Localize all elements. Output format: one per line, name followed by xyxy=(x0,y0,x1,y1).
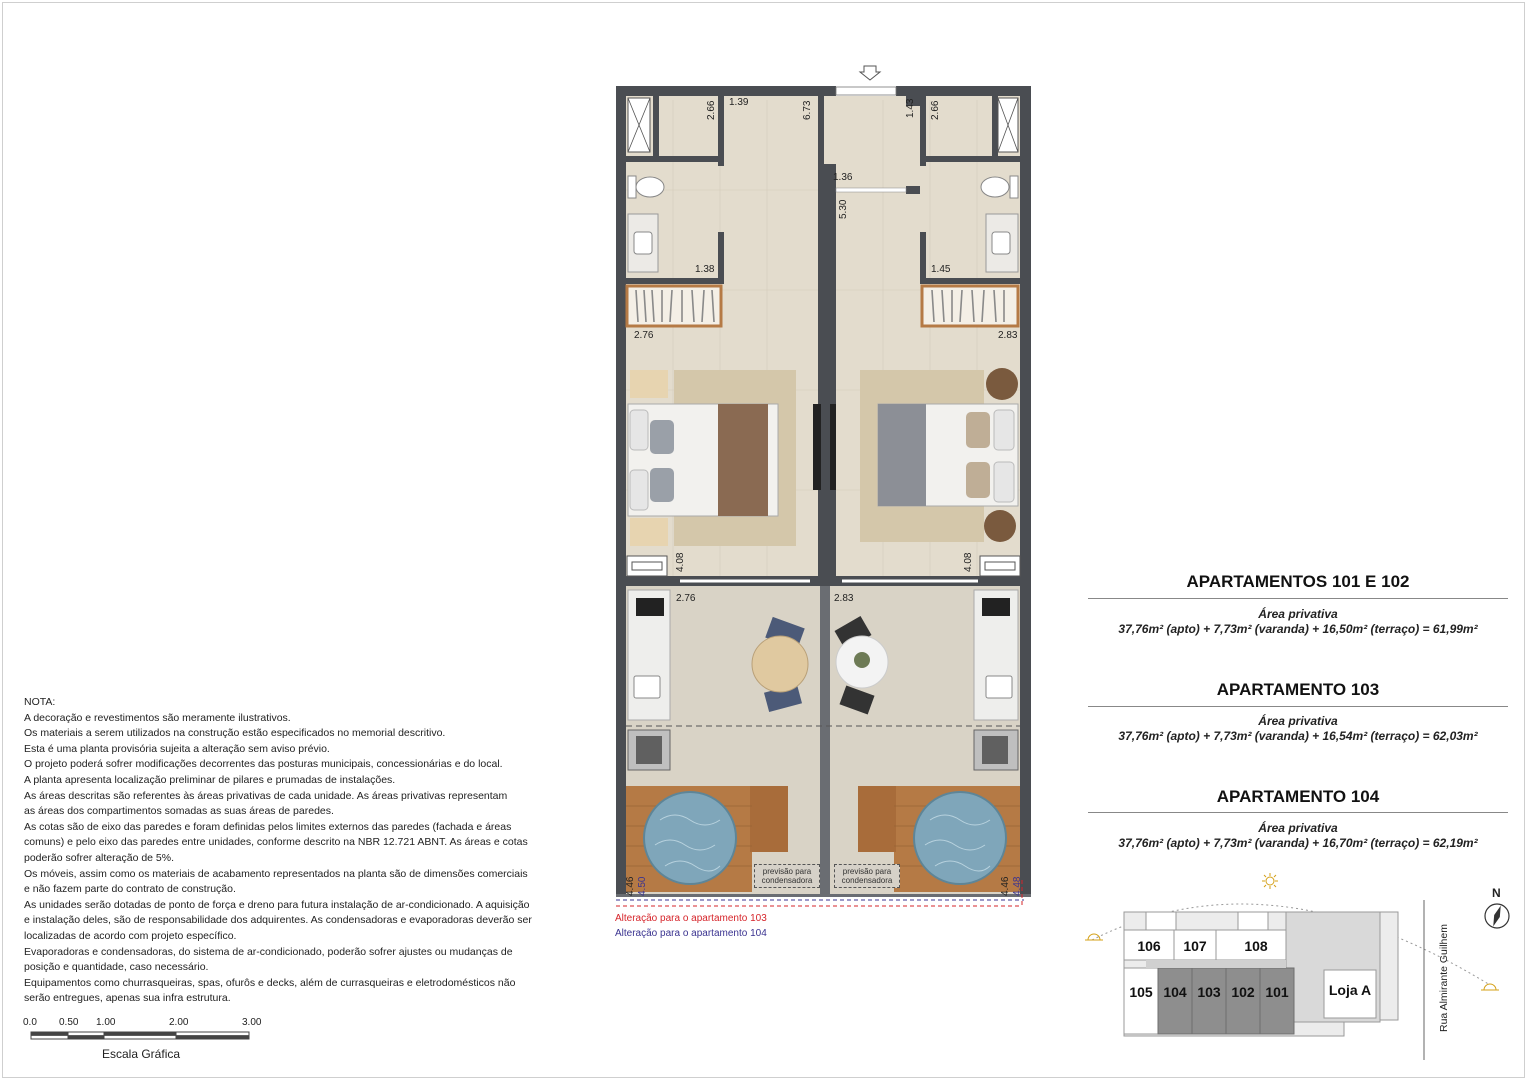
sunrise-icon xyxy=(1085,934,1103,940)
apt-area-formula: 37,76m² (apto) + 7,73m² (varanda) + 16,54m² (terraço) = 62,03m² xyxy=(1118,729,1478,743)
apt-subtitle: Área privativa xyxy=(1258,821,1338,835)
divider xyxy=(1088,598,1508,599)
left-bed xyxy=(628,404,778,516)
apt-title: APARTAMENTO 103 xyxy=(1216,680,1380,699)
note-line: serão entregues, apenas sua infra estrutura. xyxy=(24,992,231,1005)
scale-tick: 3.00 xyxy=(242,1017,262,1028)
sunset-icon xyxy=(1481,984,1499,990)
scale-title: Escala Gráfica xyxy=(102,1047,181,1061)
right-shelf xyxy=(922,286,1018,326)
note-line: poderão sofrer alteração de 5%. xyxy=(24,851,175,864)
unit-104-label: 104 xyxy=(1163,984,1187,1000)
unit-101-block xyxy=(1260,968,1294,1034)
dim-right-bath-w-bottom: 1.45 xyxy=(931,264,951,275)
dim-left-room-w: 2.76 xyxy=(634,330,654,341)
right-bed xyxy=(878,404,1018,506)
right-toilet xyxy=(981,176,1018,198)
note-line: NOTA: xyxy=(24,696,56,708)
note-line: as áreas dos compartimentos somadas as suas áreas de paredes. xyxy=(24,805,334,818)
tv-panel xyxy=(813,404,821,490)
dim-left-room-d: 4.08 xyxy=(675,552,686,572)
note-line: Equipamentos como churrasqueiras, spas, ofurôs e decks, além de currasqueiras e eletrodomésticos não xyxy=(24,976,516,989)
note-line: As cotas são de eixo das paredes e foram definidas pelos limites externos das paredes (fachada e áreas xyxy=(24,820,512,833)
apt-title: APARTAMENTOS 101 E 102 xyxy=(1186,572,1410,591)
legend-apt-104: Alteração para o apartamento 104 xyxy=(615,928,767,939)
note-line: Os materiais a serem utilizados na construção estão especificados no memorial descritivo. xyxy=(24,727,446,740)
dim-right-balcony-w: 2.83 xyxy=(834,593,854,604)
apt-area-formula: 37,76m² (apto) + 7,73m² (varanda) + 16,50m² (terraço) = 61,99m² xyxy=(1118,622,1478,636)
dim-left-terrace-b: 4.50 xyxy=(637,876,648,896)
dim-right-terrace-a: 4.46 xyxy=(1000,876,1011,896)
dim-right-room-w: 2.83 xyxy=(998,330,1018,341)
scale-tick: 0.0 xyxy=(23,1017,37,1028)
unit-107-label: 107 xyxy=(1183,938,1207,954)
unit-103-block xyxy=(1192,968,1226,1034)
unit-106-label: 106 xyxy=(1137,938,1161,954)
dim-right-room-d: 4.08 xyxy=(963,552,974,572)
north-label: N xyxy=(1492,886,1501,900)
key-plan xyxy=(1080,868,1520,1068)
apt-subtitle: Área privativa xyxy=(1258,607,1338,621)
apt-title: APARTAMENTO 104 xyxy=(1216,787,1380,806)
note-line: Os móveis, assim como os materiais de acabamento representados na planta são de dimensões comerciais xyxy=(24,867,528,880)
note-line: As áreas descritas são referentes às áreas privativas de cada unidade. As áreas privativas representam xyxy=(24,789,508,802)
dim-corridor-len: 5.30 xyxy=(838,199,849,219)
dim-left-bath-w-top: 2.66 xyxy=(706,100,717,120)
note-line: Evaporadoras e condensadoras, do sistema de ar-condicionado, poderão sofrer ajustes ou mudanças de xyxy=(24,945,513,958)
right-side-table-top xyxy=(986,368,1018,400)
dim-left-hall-w: 1.39 xyxy=(729,97,749,108)
dim-right-bath-w-top: 2.66 xyxy=(930,100,941,120)
scale-tick: 2.00 xyxy=(169,1017,189,1028)
left-condensadora-label: previsão para condensadora xyxy=(754,864,820,888)
note-line: As unidades serão dotadas de ponto de força e dreno para futura instalação de ar-condicionado. A aquisição xyxy=(24,898,530,911)
street-name: Rua Almirante Guilhem xyxy=(1438,924,1450,1032)
notes-block xyxy=(24,695,584,1007)
dim-right-terrace-b: 4.48 xyxy=(1012,876,1023,896)
apt-area-formula: 37,76m² (apto) + 7,73m² (varanda) + 16,70m² (terraço) = 62,19m² xyxy=(1118,836,1478,850)
dim-left-bath-w-bottom: 1.38 xyxy=(695,264,715,275)
unit-105-label: 105 xyxy=(1129,984,1153,1000)
left-toilet xyxy=(628,176,664,198)
right-kitchenette xyxy=(974,590,1018,720)
sun-icon xyxy=(1262,873,1278,889)
scale-tick: 1.00 xyxy=(96,1017,116,1028)
unit-104-block xyxy=(1158,968,1192,1034)
dim-hall-len: 6.73 xyxy=(802,100,813,120)
north-compass-icon xyxy=(1485,904,1509,928)
note-line: A planta apresenta localização preliminar de pilares e prumadas de instalações. xyxy=(24,773,396,786)
note-line: Esta é uma planta provisória sujeita a alteração sem aviso prévio. xyxy=(24,742,330,755)
left-shelf xyxy=(627,286,721,326)
note-line: posição e quantidade, caso necessário. xyxy=(24,961,209,974)
scale-bar xyxy=(28,1028,254,1044)
right-side-table-bottom xyxy=(984,510,1016,542)
right-deck-bench xyxy=(858,786,896,852)
left-deck-bench xyxy=(750,786,788,852)
unit-108-label: 108 xyxy=(1244,938,1268,954)
left-nightstand-bottom xyxy=(630,518,668,546)
divider xyxy=(1088,706,1508,707)
note-line: localizadas de acordo com projeto específico. xyxy=(24,929,237,942)
dim-corridor-w: 1.36 xyxy=(833,172,853,183)
unit-101-label: 101 xyxy=(1265,984,1289,1000)
left-nightstand-top xyxy=(630,370,668,398)
scale-tick: 0.50 xyxy=(59,1017,79,1028)
dim-right-entry-w: 1.43 xyxy=(905,98,916,118)
entrance-arrow-icon xyxy=(860,66,880,80)
dim-left-balcony-w: 2.76 xyxy=(676,593,696,604)
note-line: e instalação deles, são de responsabilidade dos adquirentes. As condensadoras e evaporadoras deverão ser xyxy=(24,914,532,927)
left-kitchenette xyxy=(628,590,670,720)
unit-102-block xyxy=(1226,968,1260,1034)
dim-left-terrace-a: 4.46 xyxy=(625,876,636,896)
left-spa xyxy=(644,792,736,884)
note-line: A decoração e revestimentos são meramente ilustrativos. xyxy=(24,711,291,724)
right-spa xyxy=(914,792,1006,884)
unit-103-label: 103 xyxy=(1197,984,1221,1000)
legend-apt-103: Alteração para o apartamento 103 xyxy=(615,913,767,924)
note-line: comuns) e pelo eixo das paredes entre unidades, conforme descrito na NBR 12.721 ABNT. As áreas e cotas xyxy=(24,836,528,849)
entrance-door xyxy=(836,87,896,95)
right-condensadora-label: previsão para condensadora xyxy=(834,864,900,888)
store-label: Loja A xyxy=(1328,982,1372,998)
unit-102-label: 102 xyxy=(1231,984,1255,1000)
floor-plan xyxy=(600,60,1050,920)
apt-subtitle: Área privativa xyxy=(1258,714,1338,728)
divider xyxy=(1088,812,1508,813)
note-line: O projeto poderá sofrer modificações decorrentes das posturas municipais, concessionárias e do local. xyxy=(24,758,503,771)
note-line: e não fazem parte do contrato de construção. xyxy=(24,883,236,896)
